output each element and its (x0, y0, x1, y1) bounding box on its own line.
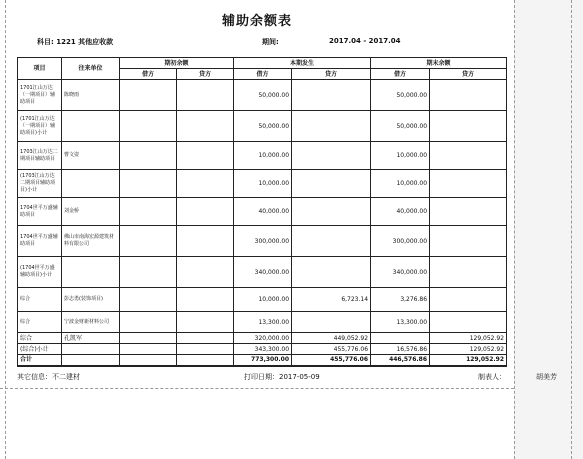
cell-closing-debit (371, 333, 430, 344)
subject-label: 科目: (37, 38, 54, 46)
cell-closing-debit: 50,000.00 (371, 80, 430, 111)
table-row (18, 80, 507, 111)
cell-closing-credit (430, 257, 507, 288)
table-row (18, 344, 507, 355)
total-current-credit: 455,776.06 (292, 355, 371, 366)
total-closing-debit: 446,576.86 (371, 355, 430, 366)
table-row-total (18, 355, 507, 366)
margin-guide-right (514, 0, 515, 459)
cell-unit (62, 257, 120, 288)
table-row (18, 288, 507, 312)
cell-current-debit: 10,000.00 (234, 288, 292, 312)
table-row (18, 333, 507, 344)
total-current-debit: 773,300.00 (234, 355, 292, 366)
cell-current-credit (292, 111, 371, 142)
cell-open-debit (120, 312, 177, 333)
footer-maker-name: 胡美芳 (536, 373, 557, 381)
cell-closing-credit (430, 80, 507, 111)
total-item: 合计 (18, 355, 62, 366)
total-unit (62, 355, 120, 366)
header-unit: 往来单位 (62, 58, 120, 80)
cell-current-debit: 10,000.00 (234, 170, 292, 198)
report-title: 辅助余额表 (221, 14, 292, 29)
header-closing-debit: 借方 (371, 69, 430, 80)
cell-closing-credit (430, 170, 507, 198)
subject-info (37, 37, 113, 47)
cell-unit: 曹文姿 (62, 142, 120, 170)
cell-unit (62, 344, 120, 355)
cell-unit: 孔凯军 (62, 333, 120, 344)
cell-closing-debit: 13,300.00 (371, 312, 430, 333)
cell-closing-credit (430, 312, 507, 333)
cell-open-credit (177, 312, 234, 333)
cell-open-credit (177, 111, 234, 142)
table-row (18, 142, 507, 170)
cell-item: (1701江山万达（一期项目）辅助项目)小计 (18, 111, 62, 142)
cell-open-debit (120, 170, 177, 198)
cell-item: 1704世平万盛辅助项目 (18, 198, 62, 226)
cell-closing-credit (430, 226, 507, 257)
cell-closing-credit (430, 288, 507, 312)
cell-item: 综合 (18, 312, 62, 333)
period-value: 2017.04 - 2017.04 (329, 37, 401, 45)
cell-item: 1701江山万达（一期项目）辅助项目 (18, 80, 62, 111)
margin-guide-left (5, 0, 6, 459)
cell-item: (1703江山万达二期项目辅助项目)小计 (18, 170, 62, 198)
cell-current-credit (292, 170, 371, 198)
cell-unit: 佛山市南海宏源建筑材料有限公司 (62, 226, 120, 257)
footer-other-info: 其它信息：不二建材 (17, 373, 80, 381)
cell-unit: 陈晓雨 (62, 80, 120, 111)
period-label: 期间: (262, 38, 279, 46)
table-row (18, 111, 507, 142)
cell-closing-credit (430, 142, 507, 170)
table-row (18, 312, 507, 333)
cell-open-debit (120, 344, 177, 355)
header-opening-debit: 借方 (120, 69, 177, 80)
cell-current-credit: 6,723.14 (292, 288, 371, 312)
cell-closing-credit (430, 111, 507, 142)
table-row (18, 226, 507, 257)
cell-open-credit (177, 170, 234, 198)
cell-open-debit (120, 198, 177, 226)
cell-current-debit: 10,000.00 (234, 142, 292, 170)
total-closing-credit: 129,052.92 (430, 355, 507, 366)
cell-current-credit: 455,776.06 (292, 344, 371, 355)
cell-current-debit: 40,000.00 (234, 198, 292, 226)
cell-unit (62, 170, 120, 198)
margin-guide-bottom (0, 388, 514, 389)
total-open-debit (120, 355, 177, 366)
header-current-debit: 借方 (234, 69, 292, 80)
cell-open-debit (120, 333, 177, 344)
cell-open-credit (177, 333, 234, 344)
cell-open-credit (177, 142, 234, 170)
cell-current-debit: 320,000.00 (234, 333, 292, 344)
header-item: 项目 (18, 58, 62, 80)
cell-closing-debit: 3,276.86 (371, 288, 430, 312)
cell-open-credit (177, 257, 234, 288)
cell-item: 综合 (18, 333, 62, 344)
header-closing-credit: 贷方 (430, 69, 507, 80)
cell-unit: 刘金桥 (62, 198, 120, 226)
next-page-guide (571, 0, 572, 459)
cell-open-debit (120, 257, 177, 288)
header-closing: 期末余额 (371, 58, 507, 69)
cell-current-debit: 50,000.00 (234, 111, 292, 142)
cell-closing-debit: 16,576.86 (371, 344, 430, 355)
header-opening: 期初余额 (120, 58, 234, 69)
cell-closing-debit: 40,000.00 (371, 198, 430, 226)
cell-closing-debit: 340,000.00 (371, 257, 430, 288)
cell-closing-debit: 300,000.00 (371, 226, 430, 257)
subject-value: 1221 其他应收款 (56, 38, 114, 46)
cell-open-credit (177, 80, 234, 111)
cell-current-credit (292, 80, 371, 111)
cell-closing-debit: 10,000.00 (371, 142, 430, 170)
cell-closing-credit: 129,052.92 (430, 333, 507, 344)
table-row (18, 257, 507, 288)
cell-open-credit (177, 198, 234, 226)
cell-open-debit (120, 111, 177, 142)
cell-current-credit (292, 226, 371, 257)
cell-current-debit: 300,000.00 (234, 226, 292, 257)
table-row (18, 170, 507, 198)
cell-closing-debit: 50,000.00 (371, 111, 430, 142)
cell-item: 1703江山万达二期项目辅助项目 (18, 142, 62, 170)
cell-open-debit (120, 226, 177, 257)
cell-current-credit (292, 198, 371, 226)
cell-open-credit (177, 226, 234, 257)
cell-unit: 宁波金财新材料公司 (62, 312, 120, 333)
cell-closing-credit (430, 198, 507, 226)
cell-closing-debit: 10,000.00 (371, 170, 430, 198)
cell-unit: 彭志勇(装饰项目) (62, 288, 120, 312)
footer-maker-label: 制表人： (478, 373, 506, 381)
cell-item: (1704世平万盛辅助项目)小计 (18, 257, 62, 288)
cell-item: 综合 (18, 288, 62, 312)
cell-current-credit: 449,052.92 (292, 333, 371, 344)
cell-item: (综合)小计 (18, 344, 62, 355)
footer-print-date: 打印日期：2017-05-09 (244, 373, 320, 381)
cell-open-debit (120, 80, 177, 111)
cell-current-debit: 343,300.00 (234, 344, 292, 355)
cell-open-debit (120, 142, 177, 170)
cell-item: 1704世平万盛辅助项目 (18, 226, 62, 257)
header-opening-credit: 贷方 (177, 69, 234, 80)
cell-closing-credit: 129,052.92 (430, 344, 507, 355)
cell-unit (62, 111, 120, 142)
cell-current-credit (292, 312, 371, 333)
balance-table (17, 57, 507, 367)
cell-current-debit: 50,000.00 (234, 80, 292, 111)
table-row (18, 198, 507, 226)
cell-open-credit (177, 344, 234, 355)
cell-current-debit: 340,000.00 (234, 257, 292, 288)
cell-current-credit (292, 257, 371, 288)
total-open-credit (177, 355, 234, 366)
cell-current-credit (292, 142, 371, 170)
cell-open-debit (120, 288, 177, 312)
header-current: 本期发生 (234, 58, 371, 69)
cell-open-credit (177, 288, 234, 312)
header-current-credit: 贷方 (292, 69, 371, 80)
cell-current-debit: 13,300.00 (234, 312, 292, 333)
